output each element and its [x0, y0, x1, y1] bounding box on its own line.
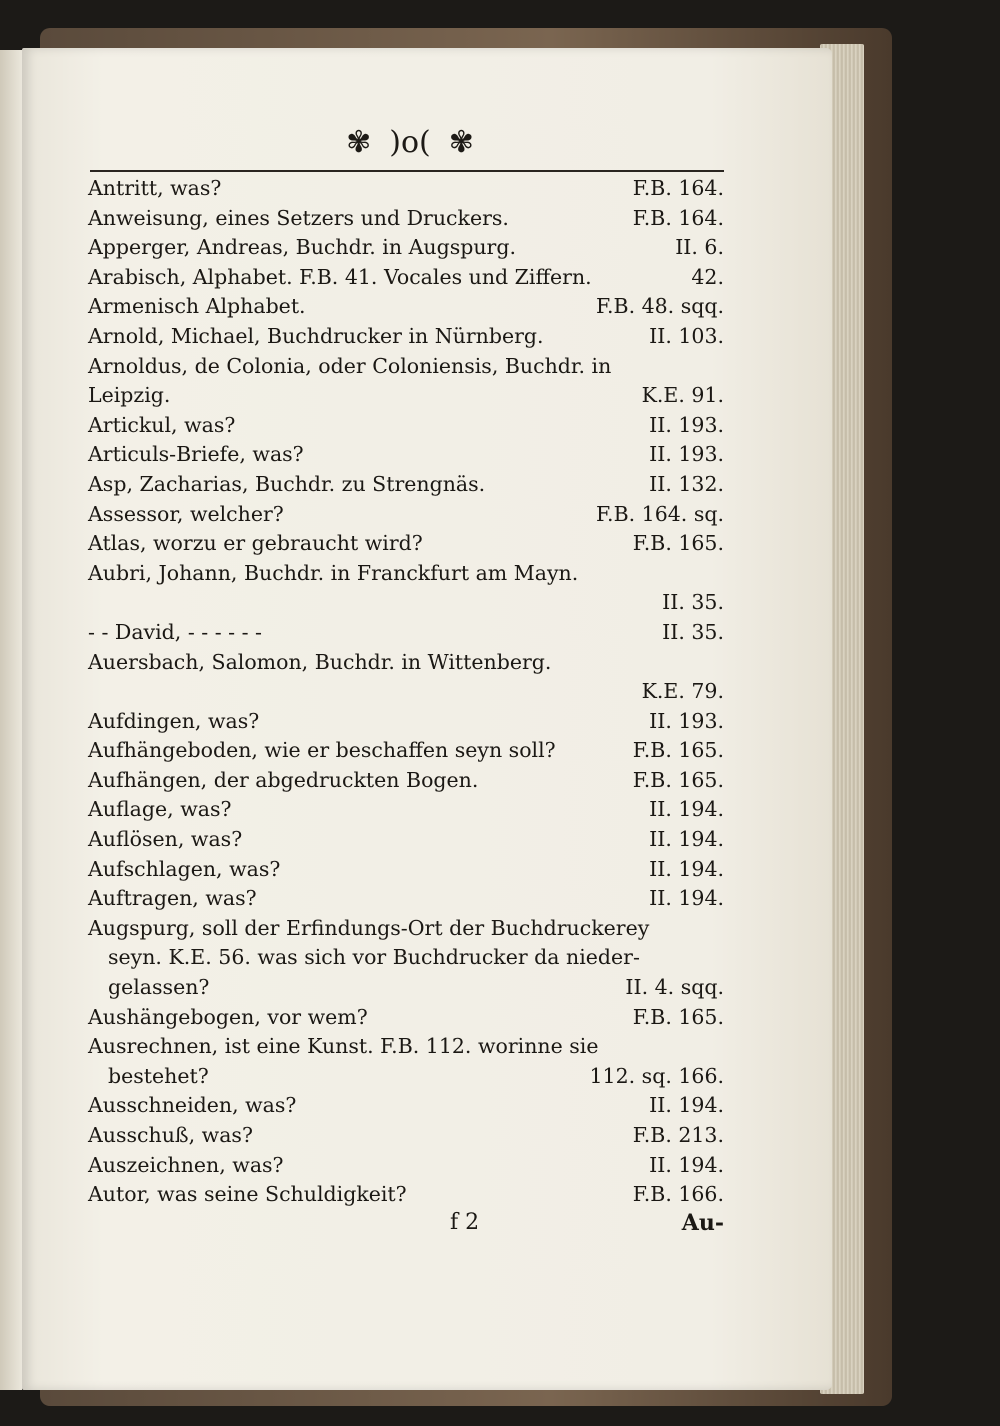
- entry-text: Augspurg, soll der Erfindungs-Ort der Buchdruckerey: [88, 915, 650, 940]
- index-entry: [88, 943, 724, 973]
- index-entry: [88, 233, 724, 263]
- entry-text: Aufhängen, der abgedruckten Bogen.: [88, 767, 479, 792]
- entry-text: Auszeichnen, was?: [88, 1152, 284, 1177]
- index-entry: [88, 795, 724, 825]
- entry-reference: II. 194.: [649, 797, 724, 822]
- entry-reference: II. 193.: [649, 708, 724, 733]
- entry-reference: II. 35.: [662, 619, 724, 644]
- entry-reference: F.B. 165.: [632, 767, 724, 792]
- index-entry: [88, 855, 724, 885]
- index-entry: [88, 588, 724, 618]
- index-entry: [88, 381, 724, 411]
- entry-text: Artickul, was?: [88, 412, 236, 437]
- index-entry: [88, 884, 724, 914]
- entry-reference: II. 194.: [649, 1152, 724, 1177]
- entry-reference: K.E. 79.: [641, 679, 724, 704]
- index-entry: [88, 411, 724, 441]
- signature-mark: f 2: [450, 1210, 480, 1235]
- entry-reference: F.B. 165.: [632, 531, 724, 556]
- index-entry: [88, 559, 724, 589]
- index-entry: [88, 736, 724, 766]
- index-entry: [88, 352, 724, 382]
- entry-reference: F.B. 166.: [632, 1182, 724, 1207]
- entry-text: Atlas, worzu er gebraucht wird?: [88, 531, 423, 556]
- catchword: Au-: [681, 1210, 724, 1236]
- entry-text: Auftragen, was?: [88, 886, 257, 911]
- index-entry: [88, 174, 724, 204]
- entry-text: Auflage, was?: [88, 797, 232, 822]
- entry-text: Auersbach, Salomon, Buchdr. in Wittenberg.: [88, 649, 552, 674]
- entry-text: Assessor, welcher?: [88, 501, 284, 526]
- entry-reference: II. 6.: [675, 235, 724, 260]
- entry-text: - - David, - - - - - -: [88, 619, 262, 644]
- entry-text: Antritt, was?: [88, 176, 222, 200]
- entry-text: Anweisung, eines Setzers und Druckers.: [88, 205, 509, 230]
- entry-text: Aufdingen, was?: [88, 708, 260, 733]
- entry-reference: F.B. 164.: [632, 176, 724, 200]
- entry-text: gelassen?: [108, 975, 210, 1000]
- index-entry: [88, 1180, 724, 1210]
- entry-reference: F.B. 164. sq.: [596, 501, 724, 526]
- index-entry: [88, 618, 724, 648]
- entry-text: Armenisch Alphabet.: [88, 294, 306, 319]
- entry-text: Leipzig.: [88, 383, 171, 408]
- entry-reference: 112. sq. 166.: [589, 1063, 724, 1088]
- entry-reference: II. 193.: [649, 412, 724, 437]
- index-entry: [88, 292, 724, 322]
- entry-reference: II. 35.: [662, 590, 724, 615]
- right-ornament-icon: ✾: [448, 124, 474, 160]
- index-entry: [88, 500, 724, 530]
- entry-reference: F.B. 164.: [632, 205, 724, 230]
- entry-text: Auflösen, was?: [88, 827, 243, 852]
- entry-text: bestehet?: [108, 1063, 209, 1088]
- entry-reference: 42.: [691, 264, 724, 289]
- entry-reference: II. 194.: [649, 827, 724, 852]
- index-entry: [88, 766, 724, 796]
- index-entry: [88, 825, 724, 855]
- entry-reference: II. 132.: [649, 471, 724, 496]
- index-entry: [88, 677, 724, 707]
- index-entry: [88, 973, 724, 1003]
- index-entry: [88, 1003, 724, 1033]
- entry-text: Aubri, Johann, Buchdr. in Franckfurt am Mayn.: [88, 560, 579, 585]
- entry-reference: II. 103.: [649, 323, 724, 348]
- entry-text: Arnoldus, de Colonia, oder Coloniensis, Buchdr. in: [88, 353, 612, 378]
- entry-reference: II. 4. sqq.: [625, 975, 724, 1000]
- entry-reference: F.B. 165.: [632, 738, 724, 763]
- facing-page-edge: [0, 50, 22, 1390]
- index-entry: [88, 440, 724, 470]
- entry-reference: F.B. 165.: [632, 1004, 724, 1029]
- header-center-ornament: )o(: [389, 124, 431, 160]
- index-entry: [88, 1091, 724, 1121]
- entry-text: seyn. K.E. 56. was sich vor Buchdrucker da nieder-: [108, 945, 640, 970]
- entry-text: Aushängebogen, vor wem?: [88, 1004, 368, 1029]
- entry-reference: F.B. 48. sqq.: [595, 294, 724, 319]
- entry-text: Aufhängeboden, wie er beschaffen seyn soll?: [88, 738, 556, 763]
- index-entry: [88, 648, 724, 678]
- entry-text: Ausschuß, was?: [88, 1123, 253, 1147]
- entry-reference: II. 194.: [649, 1093, 724, 1118]
- entry-text: Apperger, Andreas, Buchdr. in Augspurg.: [88, 235, 516, 260]
- index-entries: [88, 174, 724, 1210]
- index-entry: [88, 470, 724, 500]
- index-entry: [88, 914, 724, 944]
- index-entry: [88, 707, 724, 737]
- page-header: [300, 120, 520, 164]
- entry-text: Ausrechnen, ist eine Kunst. F.B. 112. worinne sie: [88, 1034, 599, 1059]
- entry-reference: F.B. 213.: [632, 1123, 724, 1147]
- entry-text: Articuls-Briefe, was?: [88, 442, 304, 467]
- index-entry: [88, 1121, 724, 1151]
- entry-text: Aufschlagen, was?: [88, 856, 281, 881]
- entry-reference: II. 194.: [649, 856, 724, 881]
- header-rule: [90, 170, 724, 172]
- entry-text: Asp, Zacharias, Buchdr. zu Strengnäs.: [88, 471, 486, 496]
- entry-text: Arnold, Michael, Buchdrucker in Nürnberg.: [88, 323, 544, 348]
- index-entry: [88, 1032, 724, 1062]
- index-entry: [88, 204, 724, 234]
- entry-reference: II. 194.: [649, 886, 724, 911]
- index-entry: [88, 322, 724, 352]
- index-entry: [88, 529, 724, 559]
- entry-text: Arabisch, Alphabet. F.B. 41. Vocales und Ziffern.: [88, 264, 592, 289]
- index-entry: [88, 1151, 724, 1181]
- entry-text: Ausschneiden, was?: [88, 1093, 297, 1118]
- index-entry: [88, 263, 724, 293]
- entry-reference: II. 193.: [649, 442, 724, 467]
- entry-reference: K.E. 91.: [641, 383, 724, 408]
- index-entry: [88, 1062, 724, 1092]
- page-footer: [88, 1210, 724, 1244]
- left-ornament-icon: ✾: [346, 124, 372, 160]
- entry-text: Autor, was seine Schuldigkeit?: [88, 1182, 407, 1207]
